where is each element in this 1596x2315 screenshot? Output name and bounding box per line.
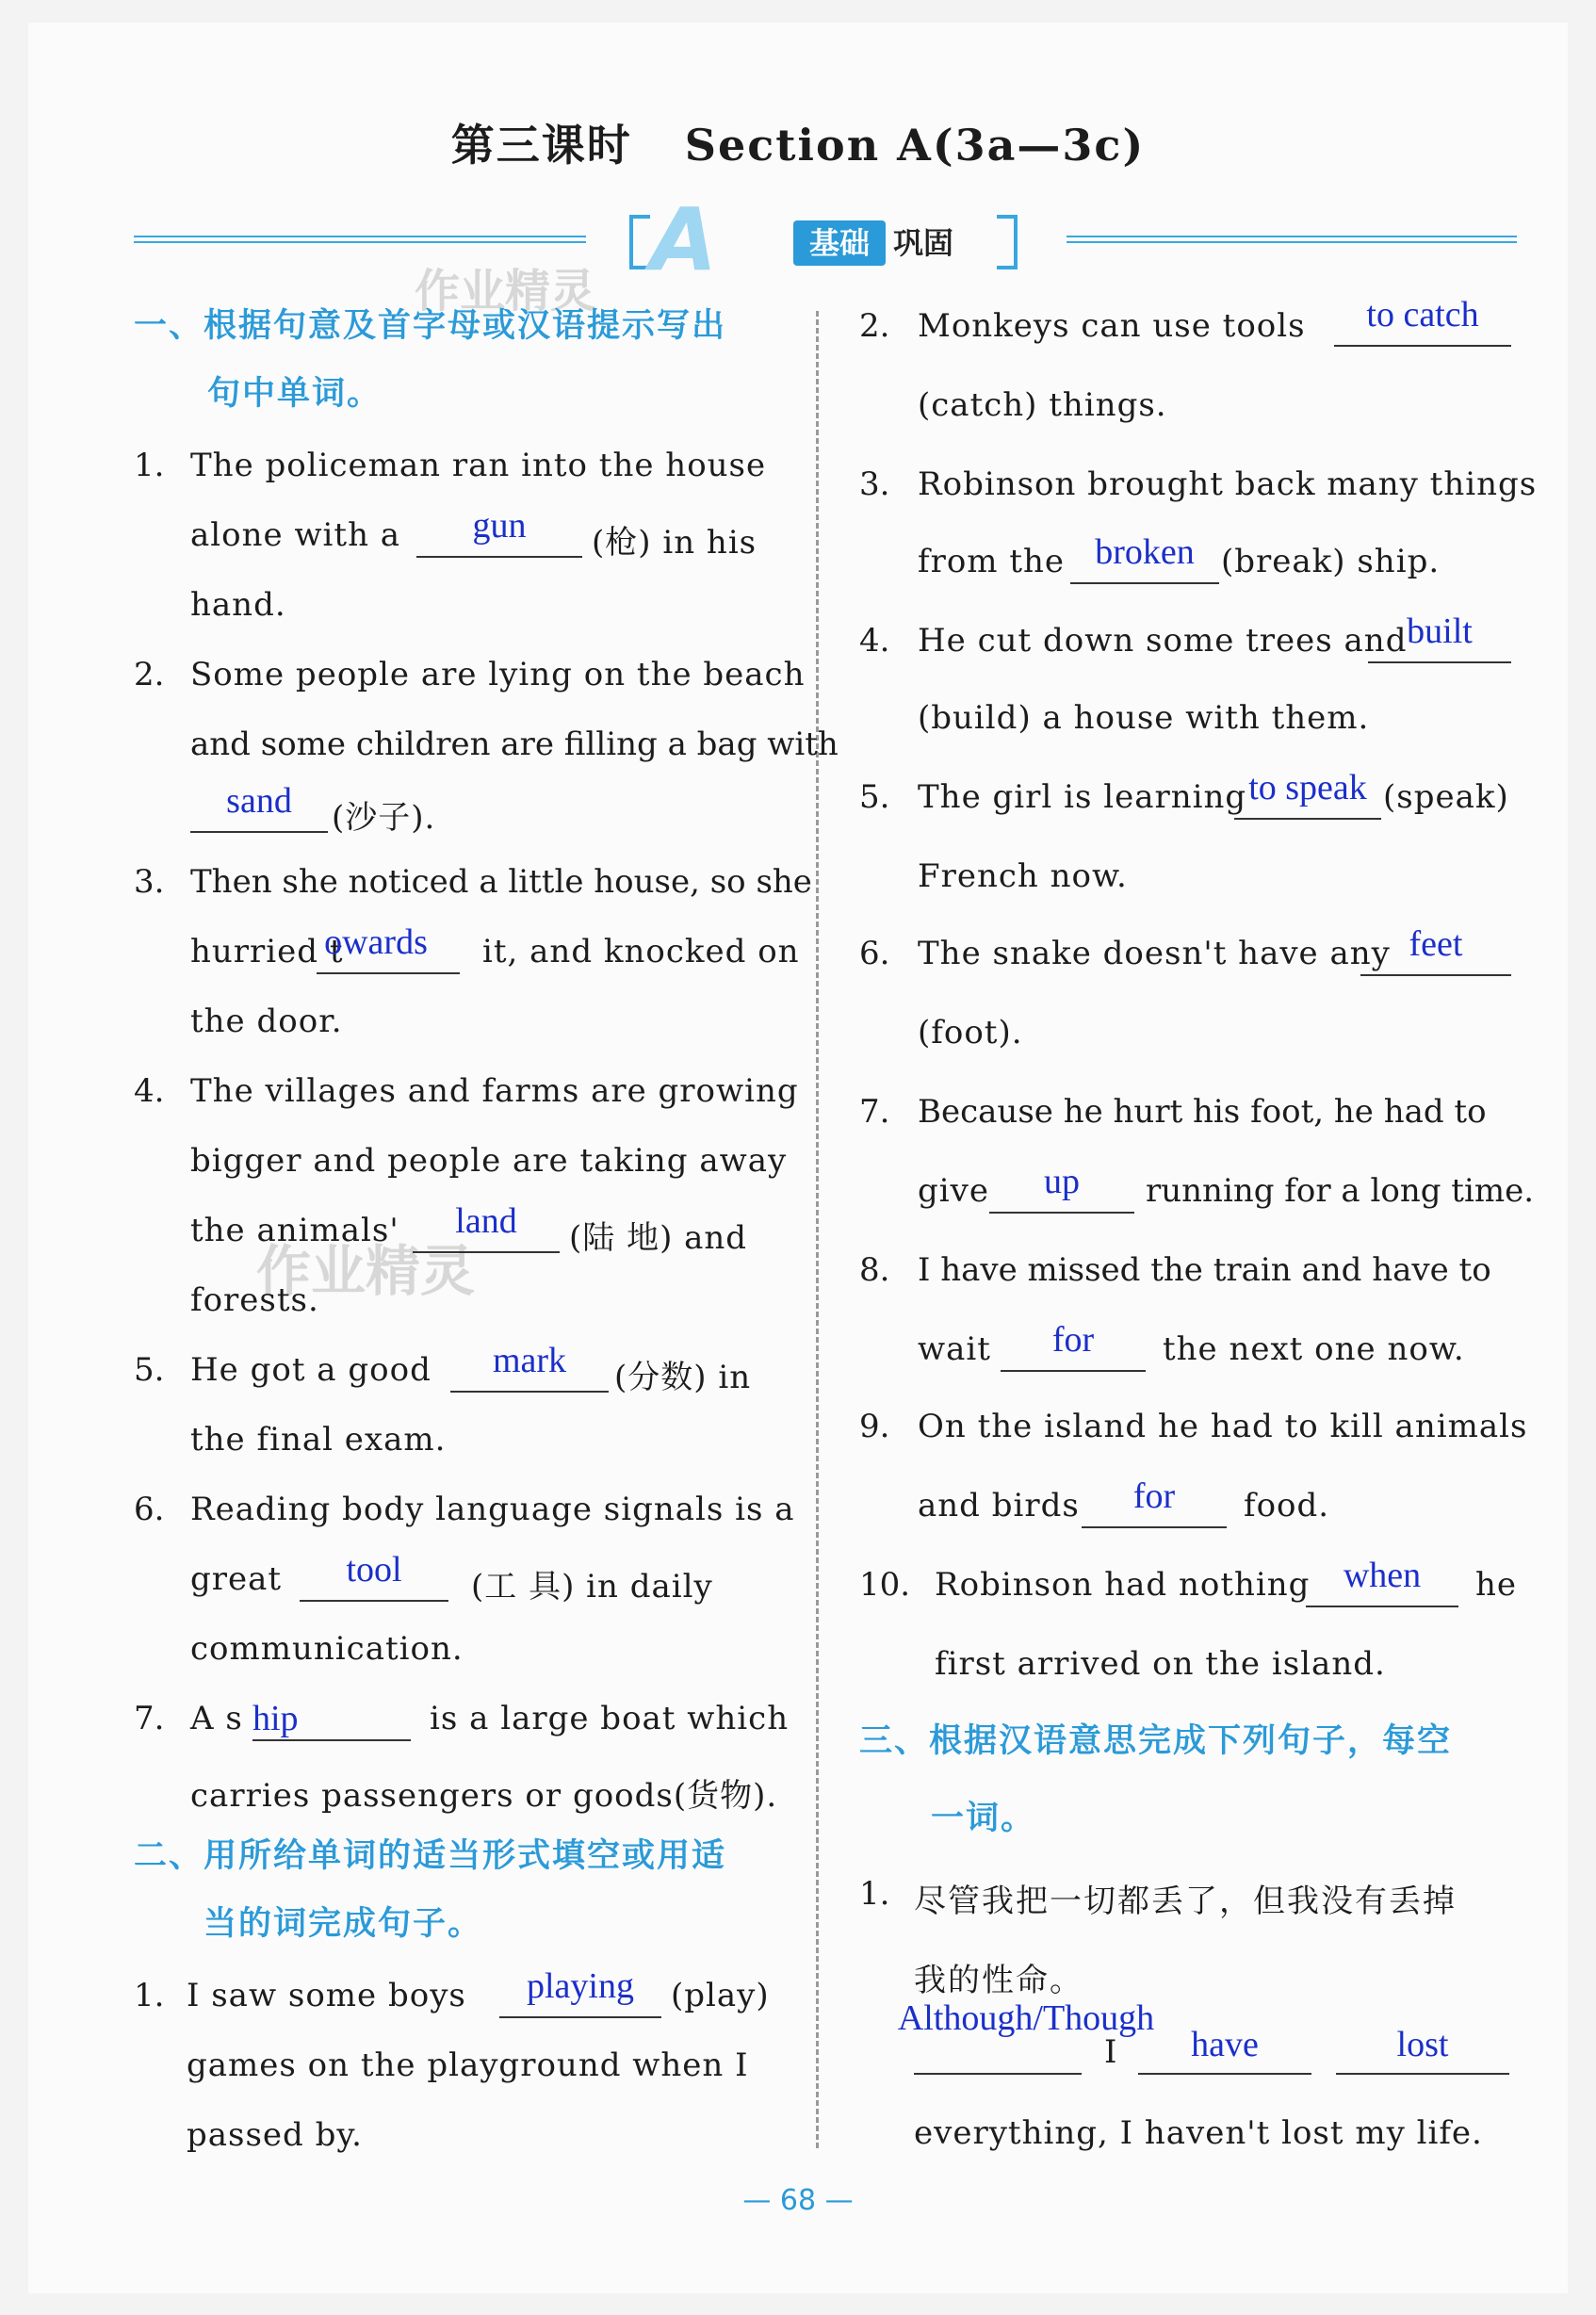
question-text: the door. bbox=[190, 1003, 343, 1040]
question-number: 4. bbox=[859, 622, 890, 660]
answer-text: when bbox=[1343, 1556, 1422, 1595]
question-text: I saw some boys bbox=[187, 1977, 466, 2014]
answer-text: playing bbox=[527, 1966, 634, 2006]
banner-badge: 基础 bbox=[793, 220, 886, 266]
answer-blank bbox=[1306, 1606, 1458, 1607]
banner-line-right bbox=[1067, 236, 1517, 243]
question-number: 6. bbox=[134, 1491, 165, 1528]
answer-blank bbox=[413, 1251, 560, 1253]
question-number: 3. bbox=[859, 465, 890, 503]
question-text: the final exam. bbox=[190, 1421, 447, 1459]
question-text: great bbox=[190, 1560, 283, 1598]
question-text: On the island he had to kill animals bbox=[918, 1408, 1528, 1445]
question-text: (沙子). bbox=[332, 799, 436, 837]
question-text: running for a long time. bbox=[1146, 1172, 1535, 1210]
answer-blank bbox=[300, 1600, 448, 1602]
question-text: The snake doesn't have any bbox=[918, 935, 1391, 972]
question-text: The villages and farms are growing bbox=[190, 1072, 799, 1110]
question-text: Robinson brought back many things bbox=[918, 465, 1538, 503]
watermark: 作业精灵 bbox=[256, 1239, 476, 1303]
question-text: French now. bbox=[918, 857, 1128, 895]
answer-blank bbox=[914, 2073, 1082, 2075]
question-text: The girl is learning bbox=[918, 778, 1247, 816]
question-text: 尽管我把一切都丢了，但我没有丢掉 bbox=[914, 1883, 1457, 1920]
answer-blank bbox=[1336, 2073, 1509, 2075]
question-text: 我的性命。 bbox=[914, 1962, 1083, 1999]
question-text: He got a good bbox=[190, 1351, 432, 1389]
question-number: 3. bbox=[134, 863, 165, 901]
question-text: hurried t bbox=[190, 933, 344, 970]
answer-text: for bbox=[1051, 1320, 1095, 1360]
answer-blank bbox=[1234, 818, 1381, 820]
answer-blank bbox=[416, 556, 582, 558]
question-text: the next one now. bbox=[1163, 1330, 1465, 1368]
question-text: carries passengers or goods(货物). bbox=[190, 1777, 778, 1815]
answer-text: land bbox=[455, 1201, 517, 1241]
question-text: Reading body language signals is a bbox=[190, 1491, 795, 1528]
question-text: I bbox=[1104, 2033, 1118, 2071]
question-text: (build) a house with them. bbox=[918, 699, 1370, 737]
question-text: Because he hurt his foot, he had to bbox=[918, 1093, 1487, 1131]
question-text: Some people are lying on the beach bbox=[190, 656, 806, 693]
answer-text: owards bbox=[324, 922, 428, 962]
question-number: 5. bbox=[859, 778, 890, 816]
question-text: and some children are filling a bag with bbox=[190, 725, 839, 763]
section-heading: 一、根据句意及首字母或汉语提示写出 bbox=[134, 307, 727, 345]
lesson-label: 第三课时 bbox=[450, 120, 632, 171]
question-number: 6. bbox=[859, 935, 890, 972]
question-number: 2. bbox=[859, 307, 890, 345]
answer-blank bbox=[1334, 345, 1511, 347]
question-text: forests. bbox=[190, 1281, 319, 1319]
question-number: 2. bbox=[134, 656, 165, 693]
banner-line-left bbox=[134, 236, 586, 243]
page-title bbox=[0, 111, 1596, 173]
question-number: 9. bbox=[859, 1408, 890, 1445]
watermark: 作业精灵 bbox=[415, 265, 596, 318]
question-text: (break) ship. bbox=[1221, 543, 1441, 580]
section-label: Section A(3a—3c) bbox=[684, 120, 1146, 171]
section-heading: 三、根据汉语意思完成下列句子，每空 bbox=[859, 1722, 1453, 1760]
answer-blank bbox=[190, 831, 328, 833]
question-number: 1. bbox=[859, 1875, 890, 1913]
question-text: Then she noticed a little house, so she bbox=[190, 863, 812, 901]
page-number: — 68 — bbox=[742, 2184, 854, 2217]
answer-text: Although/Though bbox=[897, 1998, 1155, 2038]
banner-label: 巩固 bbox=[893, 225, 954, 261]
question-number: 4. bbox=[134, 1072, 165, 1110]
question-text: communication. bbox=[190, 1630, 464, 1668]
answer-blank bbox=[1001, 1370, 1146, 1372]
answer-text: have bbox=[1191, 2025, 1259, 2064]
answer-blank bbox=[1360, 974, 1511, 976]
question-text: alone with a bbox=[190, 516, 401, 554]
question-text: from the bbox=[918, 543, 1066, 580]
question-text: (陆 地) and bbox=[569, 1219, 748, 1257]
answer-text: to catch bbox=[1366, 295, 1479, 334]
question-number: 1. bbox=[134, 447, 165, 484]
question-text: everything, I haven't lost my life. bbox=[914, 2114, 1483, 2152]
question-text: give bbox=[918, 1172, 989, 1210]
question-text: food. bbox=[1244, 1487, 1330, 1524]
answer-blank bbox=[989, 1212, 1134, 1214]
question-number: 7. bbox=[859, 1093, 890, 1131]
question-text: I have missed the train and have to bbox=[918, 1251, 1491, 1289]
answer-text: lost bbox=[1396, 2025, 1449, 2064]
question-text: bigger and people are taking away bbox=[190, 1142, 788, 1180]
answer-text: hip bbox=[252, 1699, 299, 1738]
banner-bracket-left bbox=[629, 215, 650, 269]
question-text: the animals' bbox=[190, 1212, 399, 1249]
answer-blank bbox=[1138, 2073, 1311, 2075]
answer-text: mark bbox=[492, 1341, 567, 1380]
question-text: games on the playground when I bbox=[187, 2046, 749, 2084]
answer-blank bbox=[1368, 661, 1511, 663]
question-text: He cut down some trees and bbox=[918, 622, 1408, 660]
question-text: (catch) things. bbox=[918, 386, 1167, 424]
question-text: wait bbox=[918, 1330, 991, 1368]
column-divider bbox=[816, 311, 819, 2148]
question-text: A s bbox=[190, 1700, 243, 1737]
question-number: 1. bbox=[134, 1977, 165, 2014]
answer-text: to speak bbox=[1248, 768, 1367, 807]
answer-text: gun bbox=[472, 506, 527, 546]
question-text: The policeman ran into the house bbox=[190, 447, 767, 484]
question-number: 8. bbox=[859, 1251, 890, 1289]
answer-text: up bbox=[1044, 1162, 1080, 1201]
answer-blank bbox=[1070, 582, 1219, 584]
answer-blank bbox=[499, 2016, 661, 2018]
question-number: 5. bbox=[134, 1351, 165, 1389]
question-text: is a large boat which bbox=[430, 1700, 790, 1737]
section-heading: 二、用所给单词的适当形式填空或用适 bbox=[134, 1837, 727, 1875]
answer-text: for bbox=[1132, 1476, 1176, 1516]
answer-blank bbox=[1082, 1526, 1227, 1528]
section-heading: 句中单词。 bbox=[207, 375, 383, 413]
answer-blank bbox=[317, 972, 460, 974]
question-number: 7. bbox=[134, 1700, 165, 1737]
question-text: he bbox=[1475, 1566, 1518, 1604]
question-text: (枪) in his bbox=[592, 524, 757, 562]
question-text: (play) bbox=[671, 1977, 770, 2014]
section-heading: 当的词完成句子。 bbox=[204, 1905, 483, 1943]
answer-text: tool bbox=[346, 1550, 402, 1590]
banner-bracket-right bbox=[997, 215, 1018, 269]
answer-text: feet bbox=[1409, 924, 1463, 964]
question-text: hand. bbox=[190, 586, 286, 624]
question-text: Robinson had nothing bbox=[935, 1566, 1311, 1604]
answer-text: broken bbox=[1095, 532, 1195, 572]
question-number: 10. bbox=[859, 1566, 911, 1604]
answer-blank bbox=[450, 1391, 609, 1393]
banner-letter-icon: A bbox=[650, 189, 718, 290]
question-text: (foot). bbox=[918, 1014, 1023, 1052]
question-text: first arrived on the island. bbox=[935, 1645, 1386, 1683]
question-text: (工 具) in daily bbox=[471, 1568, 713, 1606]
answer-blank bbox=[252, 1739, 411, 1741]
question-text: (speak) bbox=[1383, 778, 1509, 816]
question-text: it, and knocked on bbox=[482, 933, 800, 970]
question-text: and birds bbox=[918, 1487, 1080, 1524]
question-text: Monkeys can use tools bbox=[918, 307, 1306, 345]
answer-text: sand bbox=[226, 781, 292, 821]
question-text: passed by. bbox=[187, 2116, 363, 2154]
section-heading: 一词。 bbox=[931, 1800, 1036, 1837]
question-text: (分数) in bbox=[614, 1359, 752, 1396]
answer-text: built bbox=[1407, 611, 1473, 651]
